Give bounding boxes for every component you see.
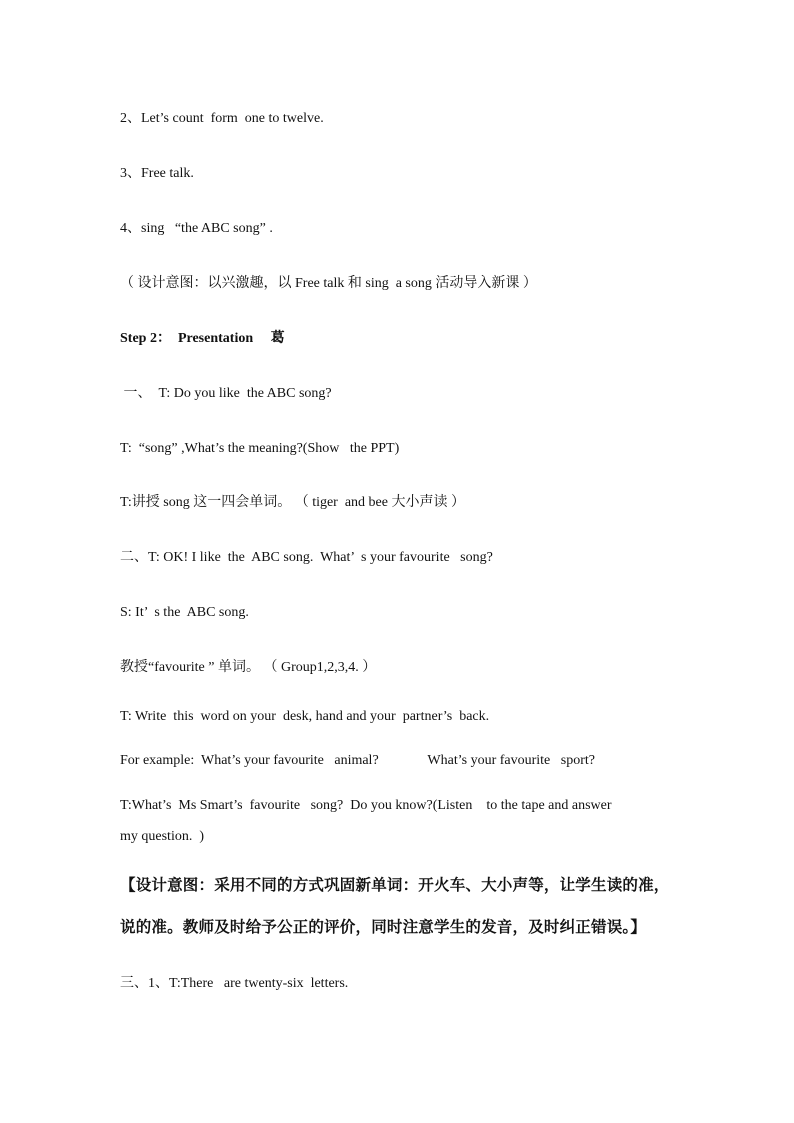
text-line: 教授“favourite ” 单词。 （ Group1,2,3,4. ） — [120, 660, 377, 675]
text-line: T:讲授 song 这一四会单词。 （ tiger and bee 大小声读 ） — [120, 495, 465, 510]
text-line: my question. ) — [120, 829, 204, 844]
step-heading: Step 2： Presentation 葛 — [120, 331, 285, 346]
text-line: 4、sing “the ABC song” . — [120, 221, 273, 236]
design-intent-note: 【设计意图：采用不同的方式巩固新单词：开火车、大小声等，让学生读的准， — [120, 877, 670, 894]
text-line: 二、T: OK! I like the ABC song. What’ s your favourite song? — [120, 550, 493, 565]
text-line: T: Write this word on your desk, hand and your partner’s back. — [120, 709, 490, 724]
text-line: T: “song” ,What’s the meaning?(Show the PPT) — [120, 441, 400, 456]
text-line: S: It’ s the ABC song. — [120, 605, 249, 620]
design-intent-note: 说的准。教师及时给予公正的评价，同时注意学生的发音，及时纠正错误。】 — [120, 919, 647, 936]
text-line: 3、Free talk. — [120, 166, 194, 181]
text-line: 2、Let’s count form one to twelve. — [120, 111, 324, 126]
text-line: 一、 T: Do you like the ABC song? — [120, 386, 332, 401]
design-intent-note: （ 设计意图：以兴激趣，以 Free talk 和 sing a song 活动导入新课 ） — [120, 276, 537, 291]
text-line: 三、1、T:There are twenty-six letters. — [120, 976, 349, 991]
text-line: For example: What’s your favourite animal? What’s your favourite sport? — [120, 753, 595, 768]
text-line: T:What’s Ms Smart’s favourite song? Do you know?(Listen to the tape and answer — [120, 798, 612, 813]
